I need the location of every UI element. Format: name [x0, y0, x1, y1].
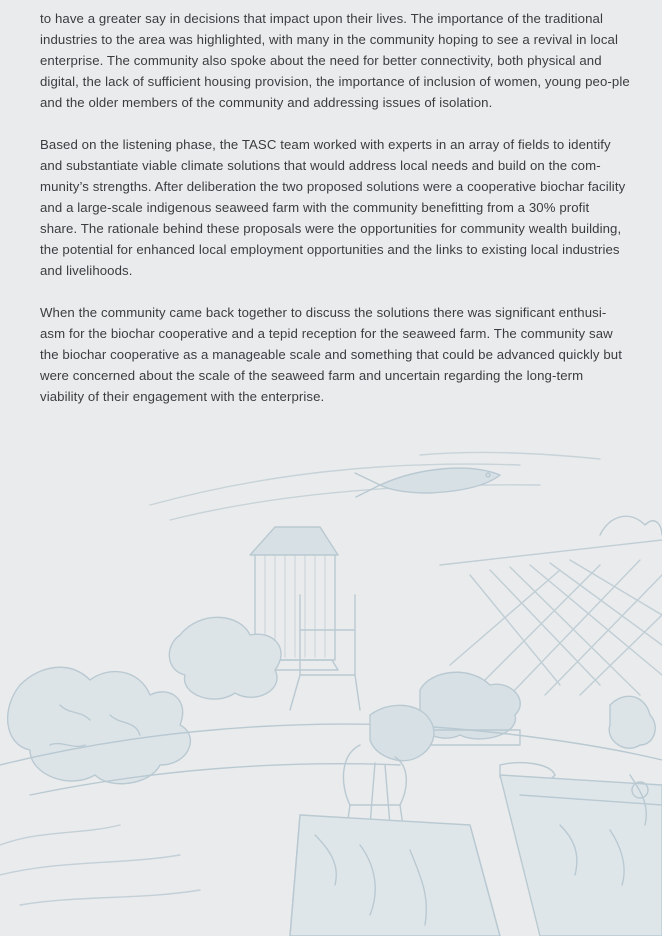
raised-beds [290, 775, 662, 936]
body-text [40, 8, 630, 428]
middle-shrub [169, 617, 281, 699]
fish-drawing [355, 468, 500, 497]
paragraph-1: to have a greater say in decisions that impact upon their lives. The importance of the traditional industries to the area was highlighted, with many in the community hoping to see a revival in local enterprise. The community also spoke about the need for better connectivity, both physical and digital, the lack of sufficient housing provision, the importance of inclusion of women, young peo-ple and the older members of the community and addressing issues of isolation. [40, 11, 630, 110]
grass-strokes [0, 825, 200, 905]
net-fence-drawing [440, 540, 662, 695]
left-bushes [8, 667, 191, 783]
sky-streaks [150, 452, 600, 520]
paragraph-3: When the community came back together to discuss the solutions there was significant enthusi-asm for the biochar cooperative and a tepid reception for the seaweed farm. The community saw the biochar cooperative as a manageable scale and something that could be advanced quickly but were concerned about the scale of the seaweed farm and uncertain regarding the long-term viability of their engagement with the enterprise. [40, 305, 622, 404]
paragraph-2: Based on the listening phase, the TASC team worked with experts in an array of fields to identify and substantiate viable climate solutions that would address local needs and build on the com-munity’s strengths. After deliberation the two proposed solutions were a cooperative biochar facility and a large-scale indigenous seaweed farm with the community benefitting from a 30% profit share. The rationale behind these proposals were the opportunities for community wealth building, the potential for enhanced local employment opportunities and the links to existing local industries and livelihoods. [40, 137, 626, 278]
garden-sketch-illustration [0, 445, 662, 936]
right-foliage [600, 516, 662, 825]
